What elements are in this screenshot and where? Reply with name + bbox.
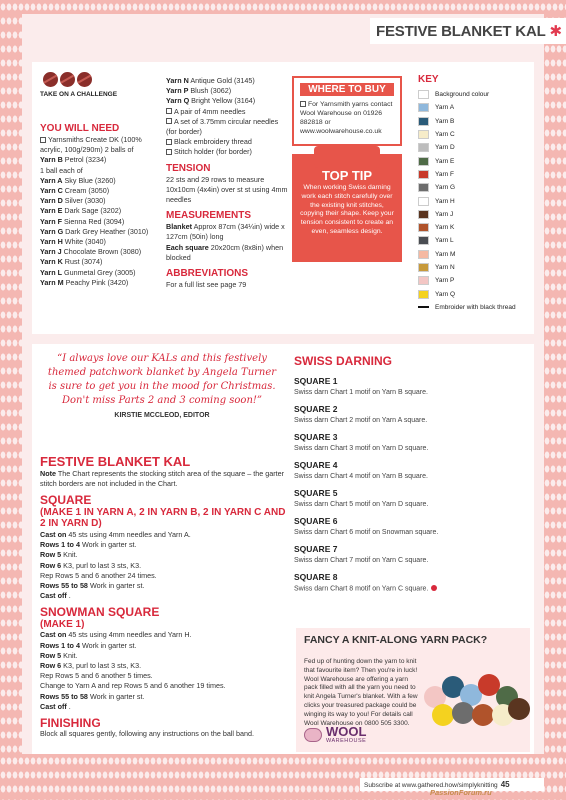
knit-border-right	[544, 14, 566, 784]
pattern-title: FESTIVE BLANKET KAL	[40, 454, 191, 469]
colour-swatch	[418, 223, 429, 232]
pattern-note: Note The Chart represents the stocking stitch area of the square – the garter stitch borders are not included in the Chart.	[40, 469, 284, 489]
colour-swatch	[418, 157, 429, 166]
instruction-label: Cast off	[40, 591, 67, 601]
square-instructions	[40, 530, 290, 601]
yarn-line	[40, 278, 160, 288]
checkbox-icon	[166, 118, 172, 124]
yarn-line-label: Yarn D	[40, 196, 63, 206]
page-number: 45	[500, 780, 510, 789]
top-tip-box	[292, 154, 402, 262]
yarn-line-label: Yarn P	[166, 86, 189, 96]
instruction-text: Knit.	[63, 650, 78, 660]
key-row	[418, 141, 530, 154]
yarn-line: Yarn B Petrol (3234)	[40, 155, 107, 165]
page-header	[370, 18, 566, 44]
key-label: Yarn P	[435, 277, 455, 285]
instruction-label: Row 5	[40, 650, 62, 660]
instruction-text: Work in garter st.	[81, 640, 137, 650]
swiss-square-text	[294, 473, 526, 480]
item-text: A pair of 4mm needles	[174, 106, 246, 116]
swiss-square-heading: SQUARE 8	[294, 572, 338, 582]
instruction-line	[40, 692, 290, 702]
instruction-line	[40, 540, 290, 550]
key-title: KEY	[418, 74, 439, 85]
yarn-line-text: Dark Grey Heather (3010)	[65, 226, 149, 236]
tension-text: 22 sts and 29 rows to measure 10x10cm (4x4in) over st st using 4mm needles	[166, 174, 288, 205]
colour-swatch	[418, 183, 429, 192]
swiss-square-heading: SQUARE 2	[294, 404, 338, 414]
key-label: Yarn K	[435, 224, 455, 232]
swiss-square-instruction: Swiss darn Chart 6 motif on Snowman square.	[294, 529, 439, 536]
yarn-line-text: Peachy Pink (3420)	[65, 277, 129, 287]
swiss-square-text	[294, 585, 526, 593]
top-tip-title: TOP TIP	[321, 168, 373, 183]
pattern-instructions	[40, 454, 290, 740]
yarn-ball-icon	[60, 72, 75, 87]
square-size: Each square 20x20cm (8x8in) when blocked	[166, 242, 284, 262]
key-row	[418, 181, 530, 194]
key-row	[418, 168, 530, 181]
item-list	[166, 107, 290, 158]
key-row	[418, 101, 530, 114]
yarn-line	[166, 96, 290, 106]
swiss-square-instruction: Swiss darn Chart 2 motif on Yarn A square.	[294, 417, 428, 424]
swiss-square-instruction: Swiss darn Chart 8 motif on Yarn C square.	[294, 585, 429, 593]
where-to-buy-box	[292, 76, 402, 146]
requirements-panel	[32, 62, 534, 334]
yarn-line	[40, 247, 160, 257]
yarn-ball-icon	[77, 72, 92, 87]
checkbox-icon	[40, 137, 46, 143]
colour-swatch	[418, 250, 429, 259]
swiss-darning	[294, 354, 526, 593]
key-label: Yarn C	[435, 131, 455, 139]
instruction-text: K3, purl to last 3 sts, K3.	[63, 660, 142, 670]
yarn-line-text: Bright Yellow (3164)	[191, 96, 256, 106]
swiss-square-instruction: Swiss darn Chart 7 motif on Yarn C square.	[294, 557, 429, 564]
swiss-square-text	[294, 417, 526, 424]
key-row	[418, 248, 530, 261]
yarn-line-label: Yarn N	[166, 76, 189, 85]
instruction-line	[40, 651, 290, 661]
square-subheading: (MAKE 1 IN YARN A, 2 IN YARN B, 2 IN YARN C AND 2 IN YARN D)	[40, 506, 286, 530]
colour-swatch	[418, 276, 429, 285]
yarn-line	[40, 186, 160, 196]
line-swatch	[418, 306, 429, 308]
checkbox-icon	[166, 149, 172, 155]
colour-swatch	[418, 236, 429, 245]
yarn-line	[40, 176, 160, 186]
abbreviations-heading: ABBREVIATIONS	[166, 268, 249, 280]
top-tip-text: When working Swiss darning work each stitch carefully over the existing knit stitches, copying their shape. Keep your tension consistent to create an even, seamless design.	[300, 184, 394, 235]
tip-cap	[314, 146, 380, 168]
yarn-pack-title: FANCY A KNIT-ALONG YARN PACK?	[304, 634, 488, 646]
yarn-line-text: Sky Blue (3260)	[64, 175, 116, 185]
yarn-line-text: Antique Gold (3145)	[190, 76, 255, 85]
key-label: Yarn G	[435, 184, 456, 192]
swiss-square-text	[294, 529, 526, 536]
colour-swatch	[418, 263, 429, 272]
yarn-ball-icon	[452, 702, 474, 724]
instruction-label: Cast on	[40, 529, 67, 539]
yarn-list	[166, 76, 290, 107]
yarn-line-text: Chocolate Brown (3080)	[63, 247, 142, 257]
instruction-line	[40, 702, 290, 712]
knit-border-left	[0, 14, 22, 784]
key-row-embroider: Embroider with black thread	[418, 301, 530, 314]
logo-name: WOOL	[326, 724, 367, 739]
swiss-square-instruction: Swiss darn Chart 4 motif on Yarn B square.	[294, 473, 428, 480]
swiss-square-heading: SQUARE 6	[294, 516, 338, 526]
checkbox-icon	[166, 139, 172, 145]
knit-border-top	[0, 0, 566, 14]
instruction-text: Work in garter st.	[89, 691, 145, 701]
yarn-ball-icon	[43, 72, 58, 87]
instruction-text: K3, purl to last 3 sts, K3.	[63, 560, 142, 570]
tension-heading: TENSION	[166, 162, 211, 174]
star-icon: ✱	[549, 23, 563, 40]
key-row	[418, 128, 530, 141]
editor-quote	[44, 352, 280, 419]
requirements-column-2	[166, 76, 290, 290]
wool-warehouse-logo	[304, 726, 366, 744]
instruction-line	[40, 641, 290, 651]
where-to-buy-text: For Yarnsmith yarns contact Wool Warehouse on 01926 882818 or www.woolwarehouse.co.uk	[300, 101, 393, 135]
colour-swatch	[418, 130, 429, 139]
challenge-label: TAKE ON A CHALLENGE	[40, 91, 118, 98]
quote-credit: KIRSTIE MCCLEOD, EDITOR	[114, 412, 210, 419]
page-title: FESTIVE BLANKET KAL	[376, 22, 546, 40]
yarn-list	[40, 176, 160, 288]
measurements-heading: MEASUREMENTS	[166, 210, 252, 222]
watermark: PassionForum.ru	[430, 788, 492, 797]
yarn-line-text: Rust (3074)	[64, 257, 103, 267]
blanket-size: Blanket Approx 87cm (34¼in) wide x 127cm (50in) long	[166, 222, 285, 242]
yarn-line	[40, 257, 160, 267]
logo-sub: WAREHOUSE	[326, 738, 367, 744]
instruction-line	[40, 630, 290, 640]
you-will-need	[40, 118, 160, 288]
square-heading: SQUARE	[40, 493, 92, 508]
instruction-label: Cast on	[40, 630, 67, 640]
yarn-line-label: Yarn G	[40, 226, 64, 236]
yarn-line	[166, 76, 290, 86]
key-label: Yarn L	[435, 237, 454, 245]
quote-text: “I always love our KALs and this festively themed patchwork blanket by Angela Turner is sure to get you in the mood for Christmas. Don't miss Parts 2 and 3 coming soon!”	[47, 353, 277, 406]
yarn-line-text: Dark Sage (3202)	[64, 206, 122, 216]
key-row	[418, 274, 530, 287]
yarn-line-label: Yarn M	[40, 277, 64, 287]
yarn-line-label: Yarn L	[40, 267, 62, 277]
key-row	[418, 261, 530, 274]
instruction-label: Rows 1 to 4	[40, 640, 80, 650]
yarn-line	[166, 86, 290, 96]
instruction-line	[40, 661, 290, 671]
item-line	[166, 117, 290, 137]
instruction-text: Change to Yarn A and rep Rows 5 and 6 another 19 times.	[40, 681, 226, 691]
snowman-instructions	[40, 630, 290, 712]
instruction-label: Row 6	[40, 560, 62, 570]
yarn-line-text: Blush (3062)	[190, 86, 232, 96]
colour-swatch	[418, 290, 429, 299]
instruction-label: Row 5	[40, 550, 62, 560]
key-row	[418, 154, 530, 167]
yarn-line-label: Yarn F	[40, 216, 62, 226]
instruction-label: Rows 1 to 4	[40, 540, 80, 550]
item-line	[166, 137, 290, 147]
colour-swatch	[418, 197, 429, 206]
swiss-square-heading: SQUARE 5	[294, 488, 338, 498]
key-label: Yarn H	[435, 197, 455, 205]
subscribe-text: Subscribe at www.gathered.how/simplyknitting	[364, 782, 498, 789]
colour-swatch	[418, 117, 429, 126]
swiss-square-text	[294, 557, 526, 564]
yarn-line-label: Yarn H	[40, 237, 63, 247]
instruction-text: .	[68, 701, 71, 711]
abbreviations-text: For a full list see page 79	[166, 280, 247, 290]
yarn-line-label: Yarn A	[40, 175, 63, 185]
one-ball-of: 1 ball each of	[40, 165, 83, 175]
where-to-buy-title: WHERE TO BUY	[300, 83, 394, 96]
key-row	[418, 194, 530, 207]
instruction-label: Cast off	[40, 701, 67, 711]
key-row	[418, 221, 530, 234]
yarn-line	[40, 206, 160, 216]
swiss-square-text	[294, 445, 526, 452]
instruction-text: Work in garter st.	[89, 580, 145, 590]
snowman-heading: SNOWMAN SQUARE	[40, 605, 160, 620]
yarn-line-text: Sienna Red (3094)	[63, 216, 125, 226]
instruction-line	[40, 591, 290, 601]
colour-swatch	[418, 170, 429, 179]
key-label: Yarn N	[435, 264, 455, 271]
key-label: Yarn Q	[435, 290, 456, 298]
yarn-line-label: Yarn J	[40, 247, 62, 257]
instruction-label: Row 6	[40, 660, 62, 670]
instruction-text: Knit.	[63, 550, 78, 560]
swiss-square-heading: SQUARE 3	[294, 432, 338, 442]
yarn-line	[40, 268, 160, 278]
colour-key	[418, 74, 530, 314]
yarn-line-text: White (3040)	[64, 237, 106, 247]
instruction-text: 45 sts using 4mm needles and Yarn A.	[68, 529, 191, 539]
yarn-line-label: Yarn K	[40, 257, 63, 267]
key-label: Background colour	[435, 91, 490, 99]
swiss-square-heading: SQUARE 4	[294, 460, 338, 470]
yarn-pack-promo	[296, 628, 530, 752]
swiss-square-instruction: Swiss darn Chart 1 motif on Yarn B square.	[294, 389, 428, 396]
yarn-pack-text: Fed up of hunting down the yarn to knit that favourite item? Then you're in luck! Wool Warehouse are offering a yarn pack filled with all the yarn you need to knit Angela Turner's blanket. With a few clicks your treasured package could be winging its way to you! For details call Wool Warehouse on 0800 505 3300.	[304, 658, 418, 727]
yarn-intro: Yarnsmiths Create DK (100% acrylic, 100g/290m) 2 balls of	[40, 135, 142, 155]
sheep-icon	[304, 728, 322, 742]
swiss-square-instruction: Swiss darn Chart 3 motif on Yarn D square.	[294, 445, 429, 452]
instruction-line	[40, 681, 290, 691]
yarn-line	[40, 227, 160, 237]
item-line	[166, 147, 290, 157]
finishing-text: Block all squares gently, following any instructions on the ball band.	[40, 729, 255, 739]
yarn-line-label: Yarn E	[40, 206, 63, 216]
swiss-square-instruction: Swiss darn Chart 5 motif on Yarn D square.	[294, 501, 429, 508]
swiss-square-text	[294, 501, 526, 508]
instruction-label: Rows 55 to 58	[40, 691, 88, 701]
checkbox-icon	[300, 101, 306, 107]
key-row	[418, 234, 530, 247]
colour-swatch	[418, 143, 429, 152]
instruction-line	[40, 671, 290, 681]
colour-swatch	[418, 103, 429, 112]
pattern-panel	[32, 344, 534, 754]
yarn-line	[40, 196, 160, 206]
yarn-line-text: Gunmetal Grey (3005)	[63, 267, 136, 277]
key-row	[418, 88, 530, 101]
checkbox-icon	[166, 108, 172, 114]
yarn-line-label: Yarn Q	[166, 96, 190, 106]
yarn-line-text: Silver (3030)	[64, 196, 106, 206]
you-will-need-heading: YOU WILL NEED	[40, 123, 120, 134]
snowman-subheading: (MAKE 1)	[40, 618, 85, 630]
yarn-ball-icon	[472, 704, 494, 726]
yarn-ball-icon	[508, 698, 530, 720]
yarn-line-label: Yarn C	[40, 186, 63, 196]
item-text: A set of 3.75mm circular needles (for border)	[166, 116, 279, 137]
key-row	[418, 287, 530, 300]
yarn-line	[40, 237, 160, 247]
instruction-text: 45 sts using 4mm needles and Yarn H.	[68, 630, 192, 640]
instruction-text: .	[68, 591, 71, 601]
instruction-line	[40, 550, 290, 560]
colour-swatch	[418, 90, 429, 99]
key-label: Yarn M	[435, 250, 456, 258]
instruction-text: Rep Rows 5 and 6 another 5 times.	[40, 671, 153, 681]
swiss-square-text	[294, 389, 526, 396]
key-label: Yarn F	[435, 170, 455, 178]
instruction-text: Work in garter st.	[81, 540, 137, 550]
key-rows	[418, 88, 530, 301]
yarn-line-text: Cream (3050)	[64, 186, 110, 196]
key-label: Yarn E	[435, 157, 455, 165]
yarn-ball-icon	[432, 704, 454, 726]
instruction-line	[40, 561, 290, 571]
item-text: Black embroidery thread	[174, 137, 252, 147]
challenge-badge	[40, 72, 140, 98]
key-row	[418, 115, 530, 128]
instruction-label: Rows 55 to 58	[40, 580, 88, 590]
key-label: Yarn A	[435, 104, 455, 112]
end-dot-icon	[431, 585, 437, 591]
swiss-heading: SWISS DARNING	[294, 354, 393, 368]
swiss-square-list	[294, 376, 526, 593]
swiss-square-heading: SQUARE 7	[294, 544, 338, 554]
item-line	[166, 107, 290, 117]
instruction-line	[40, 571, 290, 581]
instruction-line	[40, 530, 290, 540]
key-row	[418, 208, 530, 221]
finishing-heading: FINISHING	[40, 715, 101, 730]
yarn-line	[40, 217, 160, 227]
key-label: Yarn B	[435, 117, 455, 125]
item-text: Stitch holder (for border)	[174, 147, 252, 157]
yarn-pack-photo	[424, 656, 524, 728]
colour-swatch	[418, 210, 429, 219]
key-label: Yarn J	[435, 210, 454, 218]
instruction-line	[40, 581, 290, 591]
key-label: Yarn D	[435, 144, 455, 152]
swiss-square-heading: SQUARE 1	[294, 376, 338, 386]
instruction-text: Rep Rows 5 and 6 another 24 times.	[40, 570, 157, 580]
